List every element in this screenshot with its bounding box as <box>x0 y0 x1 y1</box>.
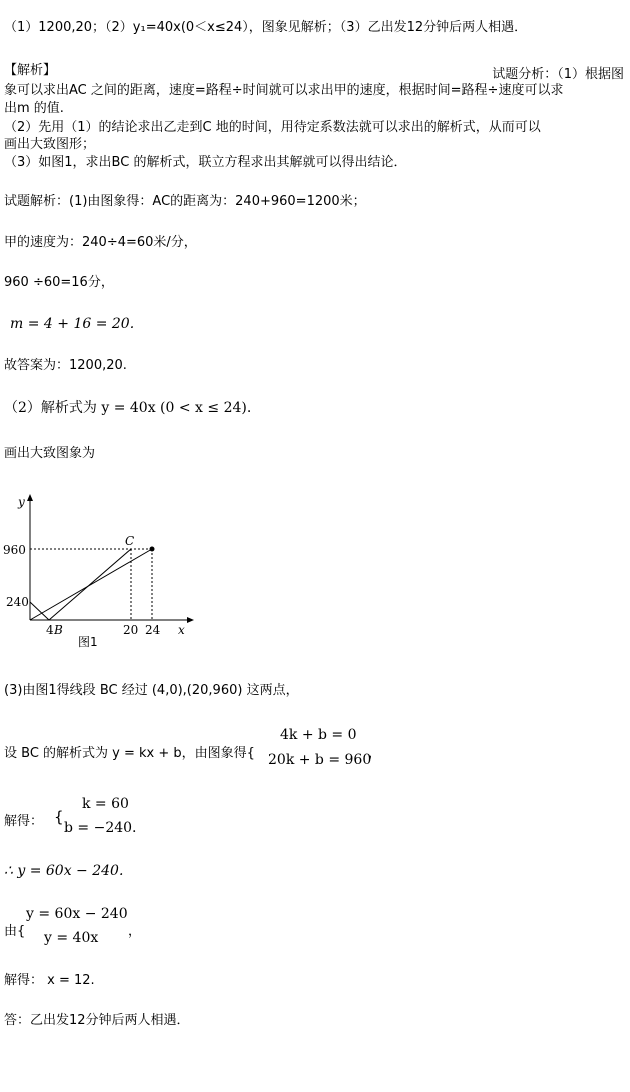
solution-step-13: 解得： x = 12. <box>4 973 95 988</box>
solution-step-4: m = 4 + 16 = 20. <box>10 316 135 332</box>
solution-step-11: ∴ y = 60x − 240. <box>4 863 124 879</box>
system-3-prefix: 由{ <box>4 924 26 939</box>
function-graph-figure <box>0 488 210 658</box>
final-answer: 答：乙出发12分钟后两人相遇． <box>4 1013 190 1028</box>
x-tick-20: 20 <box>123 623 139 637</box>
segment-B-to-C <box>49 549 131 620</box>
answer-line: （1）1200,20；（2）y₁=40x(0＜x≤24），图象见解析；（3）乙出发12分钟后两人相遇． <box>4 20 528 35</box>
solution-step-7: 画出大致图象为 <box>4 446 96 461</box>
system-3-eq1: y = 60x − 240 <box>26 906 128 922</box>
analysis-summary-label: 试题分析：（1）根据图 <box>492 67 624 82</box>
segment-origin-to-end <box>30 549 152 620</box>
end-point <box>150 547 155 552</box>
system-1-prefix: 设 BC 的解析式为 y = kx + b，由图象得{ <box>4 746 255 761</box>
analysis-p1-line2: 出m 的值. <box>4 101 64 116</box>
y-tick-960: 960 <box>3 543 26 557</box>
solution-step-3: 960 ÷60=16分， <box>4 275 114 290</box>
x-tick-24: 24 <box>145 623 161 637</box>
system-1-eq1: 4k + b = 0 <box>280 727 357 743</box>
y-tick-240: 240 <box>6 595 29 609</box>
x-tick-4: 4 <box>46 623 54 637</box>
solution-step-2: 甲的速度为：240÷4=60米/分， <box>4 235 197 250</box>
solution-step-6: （2）解析式为 y = 40x (0 < x ≤ 24). <box>4 400 252 416</box>
system-3-suffix: ， <box>128 924 142 939</box>
x-axis-arrow-icon <box>187 617 194 623</box>
solution-step-1: 试题解析：(1)由图象得：AC的距离为：240+960=1200米； <box>4 194 366 209</box>
y-axis-label: y <box>18 495 25 509</box>
system-2-eq1: k = 60 <box>82 796 129 812</box>
system-1-eq2: 20k + b = 960 <box>268 752 372 768</box>
y-axis-arrow-icon <box>27 494 33 501</box>
system-1-suffix: ， <box>368 746 382 761</box>
point-C-label: C <box>125 534 135 548</box>
system-2-eq2: b = −240. <box>64 820 137 836</box>
analysis-p2-line1: （2）先用（1）的结论求出乙走到C 地的时间，用待定系数法就可以求出的解析式，从而可以 <box>4 120 541 135</box>
x-axis-label: x <box>178 623 185 637</box>
system-2-brace-icon: { <box>54 808 64 826</box>
system-3-eq2: y = 40x <box>44 930 99 946</box>
point-B-label: B <box>54 623 63 637</box>
figure-caption: 图1 <box>78 635 98 649</box>
solution-step-8: (3)由图1得线段 BC 经过 (4,0),(20,960) 这两点， <box>4 683 299 698</box>
analysis-p3: （3）如图1，求出BC 的解析式，联立方程求出其解就可以得出结论． <box>4 155 407 170</box>
solution-step-5: 故答案为：1200,20. <box>4 358 127 373</box>
system-2-prefix: 解得： <box>4 814 44 829</box>
analysis-p2-line2: 画出大致图形； <box>4 137 96 152</box>
analysis-p1-line1: 象可以求出AC 之间的距离，速度=路程÷时间就可以求出甲的速度，根据时间=路程÷速度可以求 <box>4 83 564 98</box>
analysis-header: 【解析】 <box>4 63 57 78</box>
